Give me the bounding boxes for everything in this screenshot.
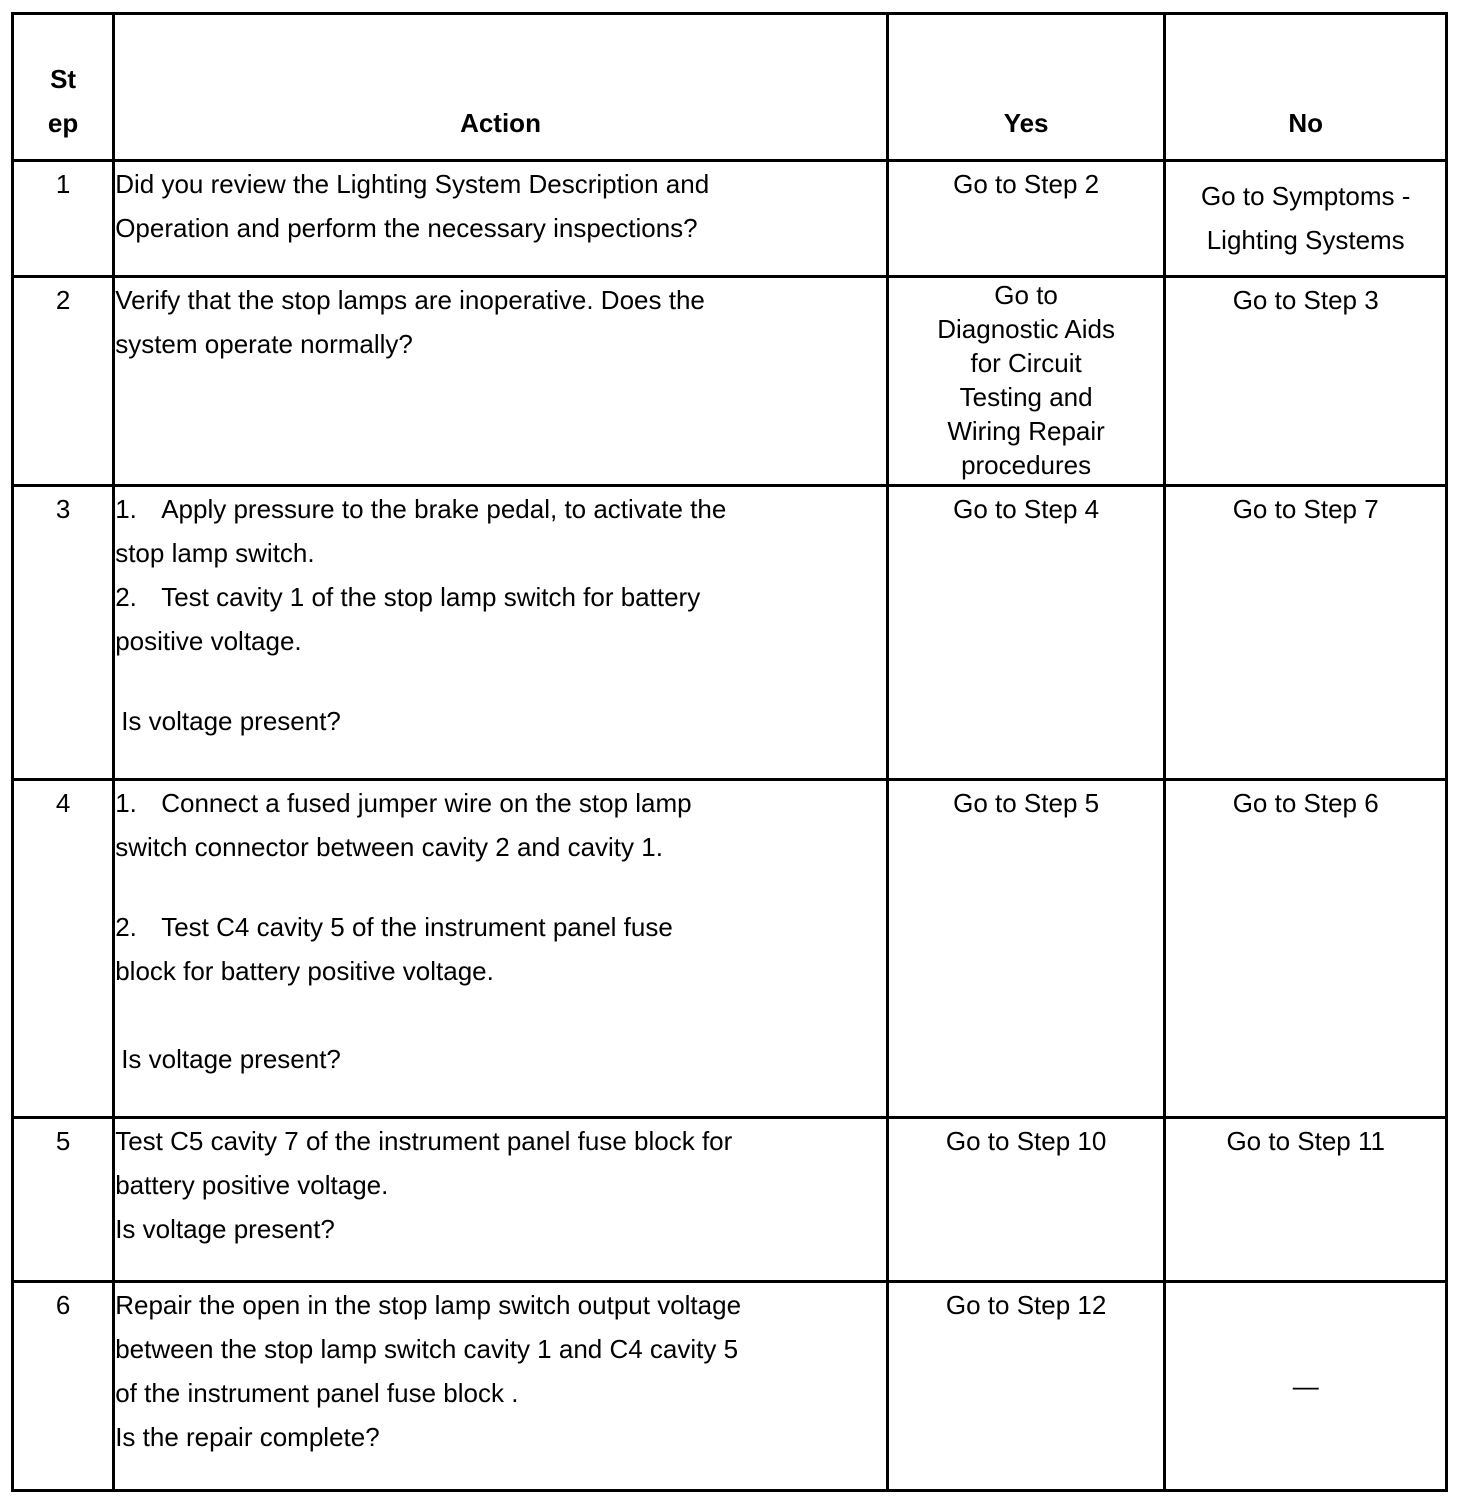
no-cell: Go to Step 11 (1165, 1118, 1447, 1282)
table-row (13, 277, 1447, 486)
action-cell: 1. Connect a fused jumper wire on the stop lamp switch connector between cavity 2 and cavity 1. 2. Test C4 cavity 5 of the instrument panel fuse block for battery positive voltage. Is voltage present? (114, 780, 888, 1118)
header-row (13, 14, 1447, 161)
yes-cell: Go to Step 5 (887, 780, 1165, 1118)
yes-cell: Go to Step 4 (887, 486, 1165, 780)
diagnostic-table (11, 12, 1448, 1492)
action-cell: Did you review the Lighting System Description and Operation and perform the necessary inspections? (114, 161, 888, 277)
header-no: No (1165, 14, 1447, 161)
yes-cell: Go to Diagnostic Aids for Circuit Testing and Wiring Repair procedures (887, 277, 1165, 486)
step-number: 1 (13, 161, 114, 277)
action-cell: Verify that the stop lamps are inoperative. Does the system operate normally? (114, 277, 888, 486)
yes-cell: Go to Step 10 (887, 1118, 1165, 1282)
action-cell: 1. Apply pressure to the brake pedal, to activate the stop lamp switch. 2. Test cavity 1 of the stop lamp switch for battery positive voltage. Is voltage present? (114, 486, 888, 780)
step-number: 4 (13, 780, 114, 1118)
step-number: 6 (13, 1282, 114, 1491)
no-cell: Go to Step 6 (1165, 780, 1447, 1118)
action-cell: Repair the open in the stop lamp switch output voltage between the stop lamp switch cavity 1 and C4 cavity 5 of the instrument panel fuse block . Is the repair complete? (114, 1282, 888, 1491)
yes-cell: Go to Step 2 (887, 161, 1165, 277)
yes-cell: Go to Step 12 (887, 1282, 1165, 1491)
step-number: 2 (13, 277, 114, 486)
step-number: 3 (13, 486, 114, 780)
no-cell: Go to Step 7 (1165, 486, 1447, 780)
table-row (13, 780, 1447, 1118)
table-row (13, 1118, 1447, 1282)
table-row (13, 1282, 1447, 1491)
header-action: Action (114, 14, 888, 161)
header-step: St ep (13, 14, 114, 161)
no-cell: — (1165, 1282, 1447, 1491)
table-row (13, 486, 1447, 780)
no-cell: Go to Symptoms - Lighting Systems (1165, 161, 1447, 277)
header-yes: Yes (887, 14, 1165, 161)
no-cell: Go to Step 3 (1165, 277, 1447, 486)
action-cell: Test C5 cavity 7 of the instrument panel fuse block for battery positive voltage. Is voltage present? (114, 1118, 888, 1282)
table-row (13, 161, 1447, 277)
step-number: 5 (13, 1118, 114, 1282)
